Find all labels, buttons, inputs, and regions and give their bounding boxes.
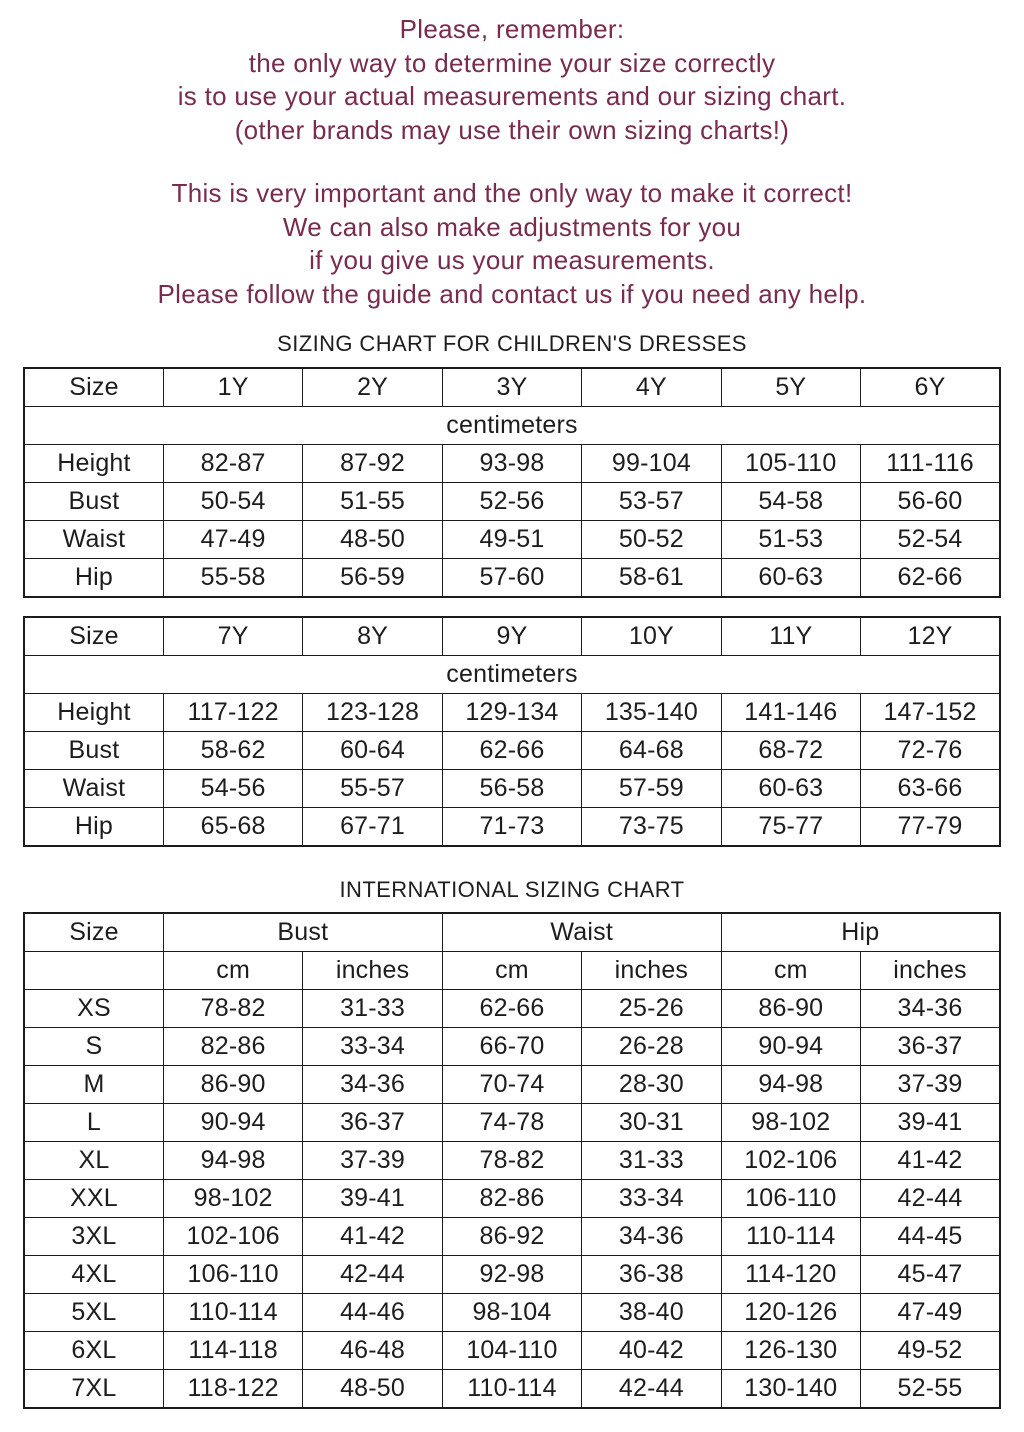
measure-cell: 123-128	[303, 694, 442, 732]
measure-cell: 31-33	[582, 1142, 721, 1180]
measure-cell: 51-53	[721, 521, 860, 559]
intro-line: Please follow the guide and contact us if you need any help.	[157, 278, 867, 309]
measure-cell: 66-70	[442, 1028, 581, 1066]
measure-cell: 71-73	[442, 808, 581, 847]
measure-cell: 106-110	[163, 1256, 302, 1294]
children-chart-title: SIZING CHART FOR CHILDREN'S DRESSES	[277, 331, 747, 356]
measure-cell: 62-66	[861, 559, 1000, 598]
measure-cell: 65-68	[163, 808, 302, 847]
measure-cell: 62-66	[442, 990, 581, 1028]
measure-cell: 68-72	[721, 732, 860, 770]
measure-cell: 114-118	[163, 1332, 302, 1370]
measure-cell: 63-66	[861, 770, 1000, 808]
measure-cell: 34-36	[861, 990, 1000, 1028]
intl-size-s: S	[24, 1028, 163, 1066]
row-label-height: Height	[24, 445, 163, 483]
measure-cell: 86-90	[721, 990, 860, 1028]
measure-cell: 78-82	[163, 990, 302, 1028]
row-label-waist: Waist	[24, 521, 163, 559]
table-row	[24, 1104, 1000, 1142]
measure-cell: 141-146	[721, 694, 860, 732]
unit-header-cm: cm	[721, 952, 860, 990]
measure-cell: 54-56	[163, 770, 302, 808]
measure-cell: 74-78	[442, 1104, 581, 1142]
measure-cell: 120-126	[721, 1294, 860, 1332]
measure-cell: 34-36	[303, 1066, 442, 1104]
measure-cell: 49-51	[442, 521, 581, 559]
measure-cell: 39-41	[861, 1104, 1000, 1142]
measure-cell: 110-114	[163, 1294, 302, 1332]
table-row	[24, 990, 1000, 1028]
table-row	[24, 445, 1000, 483]
measure-cell: 90-94	[721, 1028, 860, 1066]
unit-header-cm: cm	[442, 952, 581, 990]
table-row	[24, 1142, 1000, 1180]
intl-size-3xl: 3XL	[24, 1218, 163, 1256]
measure-cell: 98-102	[721, 1104, 860, 1142]
row-label-hip: Hip	[24, 559, 163, 598]
measure-cell: 58-62	[163, 732, 302, 770]
table-row	[24, 483, 1000, 521]
size-column-header: Size	[24, 617, 163, 656]
measure-cell: 60-63	[721, 559, 860, 598]
measure-cell: 62-66	[442, 732, 581, 770]
row-label-waist: Waist	[24, 770, 163, 808]
intro-line: Please, remember:	[399, 14, 625, 44]
measure-cell: 33-34	[303, 1028, 442, 1066]
measure-cell: 55-57	[303, 770, 442, 808]
measure-cell: 82-86	[163, 1028, 302, 1066]
measure-cell: 34-36	[582, 1218, 721, 1256]
measure-cell: 94-98	[163, 1142, 302, 1180]
measure-cell: 54-58	[721, 483, 860, 521]
measure-cell: 56-58	[442, 770, 581, 808]
intl-size-m: M	[24, 1066, 163, 1104]
group-header-waist: Waist	[442, 913, 721, 952]
measure-cell: 75-77	[721, 808, 860, 847]
measure-cell: 52-55	[861, 1370, 1000, 1409]
size-header-11y: 11Y	[721, 617, 860, 656]
measure-cell: 42-44	[861, 1180, 1000, 1218]
measure-cell: 50-52	[582, 521, 721, 559]
measure-cell: 50-54	[163, 483, 302, 521]
table-row	[24, 1180, 1000, 1218]
measure-cell: 47-49	[163, 521, 302, 559]
measure-cell: 73-75	[582, 808, 721, 847]
unit-row-label: centimeters	[24, 656, 1000, 694]
measure-cell: 114-120	[721, 1256, 860, 1294]
measure-cell: 31-33	[303, 990, 442, 1028]
intro-line: is to use your actual measurements and our sizing chart.	[177, 81, 847, 111]
measure-cell: 60-64	[303, 732, 442, 770]
measure-cell: 129-134	[442, 694, 581, 732]
size-header-7y: 7Y	[163, 617, 302, 656]
table-row	[24, 1294, 1000, 1332]
intro-block-1	[0, 13, 1024, 147]
size-column-header: Size	[24, 913, 163, 952]
measure-cell: 52-54	[861, 521, 1000, 559]
group-header-bust: Bust	[163, 913, 442, 952]
measure-cell: 37-39	[861, 1066, 1000, 1104]
measure-cell: 98-102	[163, 1180, 302, 1218]
measure-cell: 41-42	[861, 1142, 1000, 1180]
measure-cell: 104-110	[442, 1332, 581, 1370]
measure-cell: 78-82	[442, 1142, 581, 1180]
measure-cell: 44-46	[303, 1294, 442, 1332]
intl-size-xxl: XXL	[24, 1180, 163, 1218]
measure-cell: 48-50	[303, 521, 442, 559]
row-label-height: Height	[24, 694, 163, 732]
intro-line: the only way to determine your size correctly	[248, 47, 776, 78]
measure-cell: 36-37	[861, 1028, 1000, 1066]
measure-cell: 64-68	[582, 732, 721, 770]
measure-cell: 110-114	[442, 1370, 581, 1409]
size-header-10y: 10Y	[582, 617, 721, 656]
measure-cell: 42-44	[582, 1370, 721, 1409]
measure-cell: 25-26	[582, 990, 721, 1028]
unit-header-inches: inches	[582, 952, 721, 990]
international-sizes-table	[23, 912, 1001, 1409]
measure-cell: 90-94	[163, 1104, 302, 1142]
intro-line: We can also make adjustments for you	[282, 211, 742, 242]
measure-cell: 92-98	[442, 1256, 581, 1294]
measure-cell: 39-41	[303, 1180, 442, 1218]
table-row	[24, 1370, 1000, 1409]
size-column-header: Size	[24, 368, 163, 407]
intl-size-7xl: 7XL	[24, 1370, 163, 1409]
measure-cell: 28-30	[582, 1066, 721, 1104]
measure-cell: 111-116	[861, 445, 1000, 483]
measure-cell: 40-42	[582, 1332, 721, 1370]
intro-line: if you give us your measurements.	[309, 245, 715, 275]
intl-size-l: L	[24, 1104, 163, 1142]
row-label-hip: Hip	[24, 808, 163, 847]
measure-cell: 52-56	[442, 483, 581, 521]
size-header-3y: 3Y	[442, 368, 581, 407]
size-header-9y: 9Y	[442, 617, 581, 656]
intl-size-5xl: 5XL	[24, 1294, 163, 1332]
row-label-bust: Bust	[24, 732, 163, 770]
measure-cell: 56-59	[303, 559, 442, 598]
unit-header-inches: inches	[303, 952, 442, 990]
table-row	[24, 732, 1000, 770]
measure-cell: 102-106	[163, 1218, 302, 1256]
measure-cell: 38-40	[582, 1294, 721, 1332]
measure-cell: 33-34	[582, 1180, 721, 1218]
table-row	[24, 1256, 1000, 1294]
measure-cell: 57-59	[582, 770, 721, 808]
table-row	[24, 1066, 1000, 1104]
table-row	[24, 521, 1000, 559]
measure-cell: 49-52	[861, 1332, 1000, 1370]
measure-cell: 48-50	[303, 1370, 442, 1409]
measure-cell: 46-48	[303, 1332, 442, 1370]
measure-cell: 102-106	[721, 1142, 860, 1180]
intro-block-2	[0, 177, 1024, 311]
measure-cell: 82-86	[442, 1180, 581, 1218]
children-sizes-table-7y-12y	[23, 616, 1001, 847]
measure-cell: 53-57	[582, 483, 721, 521]
empty-cell	[24, 952, 163, 990]
measure-cell: 30-31	[582, 1104, 721, 1142]
measure-cell: 47-49	[861, 1294, 1000, 1332]
size-header-8y: 8Y	[303, 617, 442, 656]
table-row	[24, 770, 1000, 808]
size-header-4y: 4Y	[582, 368, 721, 407]
measure-cell: 106-110	[721, 1180, 860, 1218]
measure-cell: 72-76	[861, 732, 1000, 770]
unit-header-cm: cm	[163, 952, 302, 990]
intl-size-xl: XL	[24, 1142, 163, 1180]
measure-cell: 55-58	[163, 559, 302, 598]
size-header-12y: 12Y	[861, 617, 1000, 656]
measure-cell: 51-55	[303, 483, 442, 521]
measure-cell: 57-60	[442, 559, 581, 598]
intro-line: This is very important and the only way to make it correct!	[171, 178, 853, 208]
measure-cell: 118-122	[163, 1370, 302, 1409]
size-header-5y: 5Y	[721, 368, 860, 407]
measure-cell: 93-98	[442, 445, 581, 483]
children-sizes-table-1y-6y	[23, 367, 1001, 598]
measure-cell: 86-92	[442, 1218, 581, 1256]
table-row	[24, 1028, 1000, 1066]
unit-header-inches: inches	[861, 952, 1000, 990]
measure-cell: 45-47	[861, 1256, 1000, 1294]
measure-cell: 105-110	[721, 445, 860, 483]
measure-cell: 36-37	[303, 1104, 442, 1142]
measure-cell: 99-104	[582, 445, 721, 483]
measure-cell: 56-60	[861, 483, 1000, 521]
measure-cell: 86-90	[163, 1066, 302, 1104]
intl-size-6xl: 6XL	[24, 1332, 163, 1370]
measure-cell: 98-104	[442, 1294, 581, 1332]
measure-cell: 42-44	[303, 1256, 442, 1294]
intl-size-xs: XS	[24, 990, 163, 1028]
intro-text	[0, 0, 1024, 311]
table-row	[24, 559, 1000, 598]
measure-cell: 117-122	[163, 694, 302, 732]
table-row	[24, 1218, 1000, 1256]
row-label-bust: Bust	[24, 483, 163, 521]
group-header-hip: Hip	[721, 913, 1000, 952]
measure-cell: 26-28	[582, 1028, 721, 1066]
measure-cell: 36-38	[582, 1256, 721, 1294]
measure-cell: 82-87	[163, 445, 302, 483]
size-header-6y: 6Y	[861, 368, 1000, 407]
size-header-1y: 1Y	[163, 368, 302, 407]
measure-cell: 58-61	[582, 559, 721, 598]
measure-cell: 87-92	[303, 445, 442, 483]
table-row	[24, 1332, 1000, 1370]
measure-cell: 70-74	[442, 1066, 581, 1104]
intro-line: (other brands may use their own sizing charts!)	[234, 114, 790, 145]
table-row	[24, 808, 1000, 847]
size-header-2y: 2Y	[303, 368, 442, 407]
measure-cell: 130-140	[721, 1370, 860, 1409]
measure-cell: 135-140	[582, 694, 721, 732]
measure-cell: 60-63	[721, 770, 860, 808]
measure-cell: 126-130	[721, 1332, 860, 1370]
measure-cell: 44-45	[861, 1218, 1000, 1256]
measure-cell: 110-114	[721, 1218, 860, 1256]
unit-row-label: centimeters	[24, 407, 1000, 445]
measure-cell: 94-98	[721, 1066, 860, 1104]
table-row	[24, 694, 1000, 732]
intl-size-4xl: 4XL	[24, 1256, 163, 1294]
measure-cell: 41-42	[303, 1218, 442, 1256]
international-chart-title: INTERNATIONAL SIZING CHART	[339, 877, 685, 902]
measure-cell: 67-71	[303, 808, 442, 847]
measure-cell: 37-39	[303, 1142, 442, 1180]
measure-cell: 147-152	[861, 694, 1000, 732]
measure-cell: 77-79	[861, 808, 1000, 847]
